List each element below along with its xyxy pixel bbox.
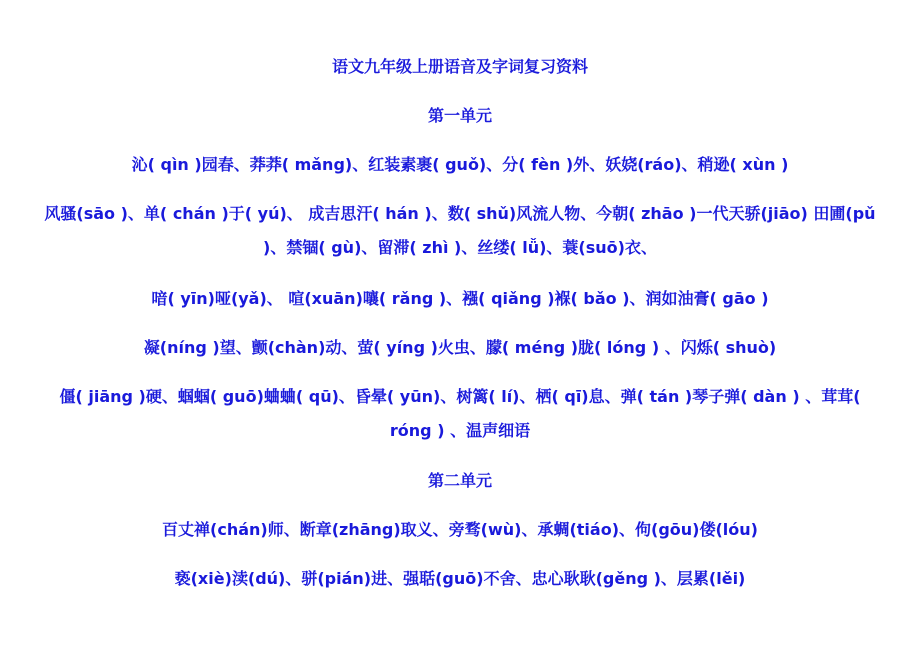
document-title: 语文九年级上册语音及字词复习资料 <box>331 57 588 76</box>
unit-1-line-3: 喑( yīn)哑(yǎ)、 喧(xuān)嚷( rǎng )、襁( qiǎng )褓( bǎo )、润如油膏( gāo ) <box>151 289 769 308</box>
unit-1-line-5: 僵( jiāng )硬、蝈蝈( guō)蛐蛐( qū)、昏晕( yūn)、树篱( lí)、栖( qī)息、弹( tán )琴子弹( dàn ) 、茸茸( róng ) 、温声细语 <box>59 387 861 440</box>
section-heading-unit-2: 第二单元 <box>427 471 492 490</box>
section-heading-unit-1: 第一单元 <box>427 106 492 125</box>
unit-2-line-2: 亵(xiè)渎(dú)、骈(pián)进、强聒(guō)不舍、忠心耿耿(gěng )、层累(lěi) <box>174 569 746 588</box>
unit-2-line-1: 百丈禅(chán)师、断章(zhāng)取义、旁骛(wù)、承蜩(tiáo)、佝(gōu)偻(lóu) <box>162 520 758 539</box>
unit-1-line-4: 凝(níng )望、颤(chàn)动、萤( yíng )火虫、朦( méng )胧( lóng ) 、闪烁( shuò) <box>143 338 777 357</box>
unit-1-line-1: 沁( qìn )园春、莽莽( mǎng)、红装素裹( guǒ)、分( fèn )外、妖娆(ráo)、稍逊( xùn ) <box>131 155 789 174</box>
unit-1-line-2: 风骚(sāo )、单( chán )于( yú)、 成吉思汗( hán )、数( shǔ)风流人物、今朝( zhāo )一代天骄(jiāo) 田圃(pǔ )、禁锢( gù)、留滞( zhì )、丝缕( lǚ)、蓑(suō)衣、 <box>44 204 876 257</box>
